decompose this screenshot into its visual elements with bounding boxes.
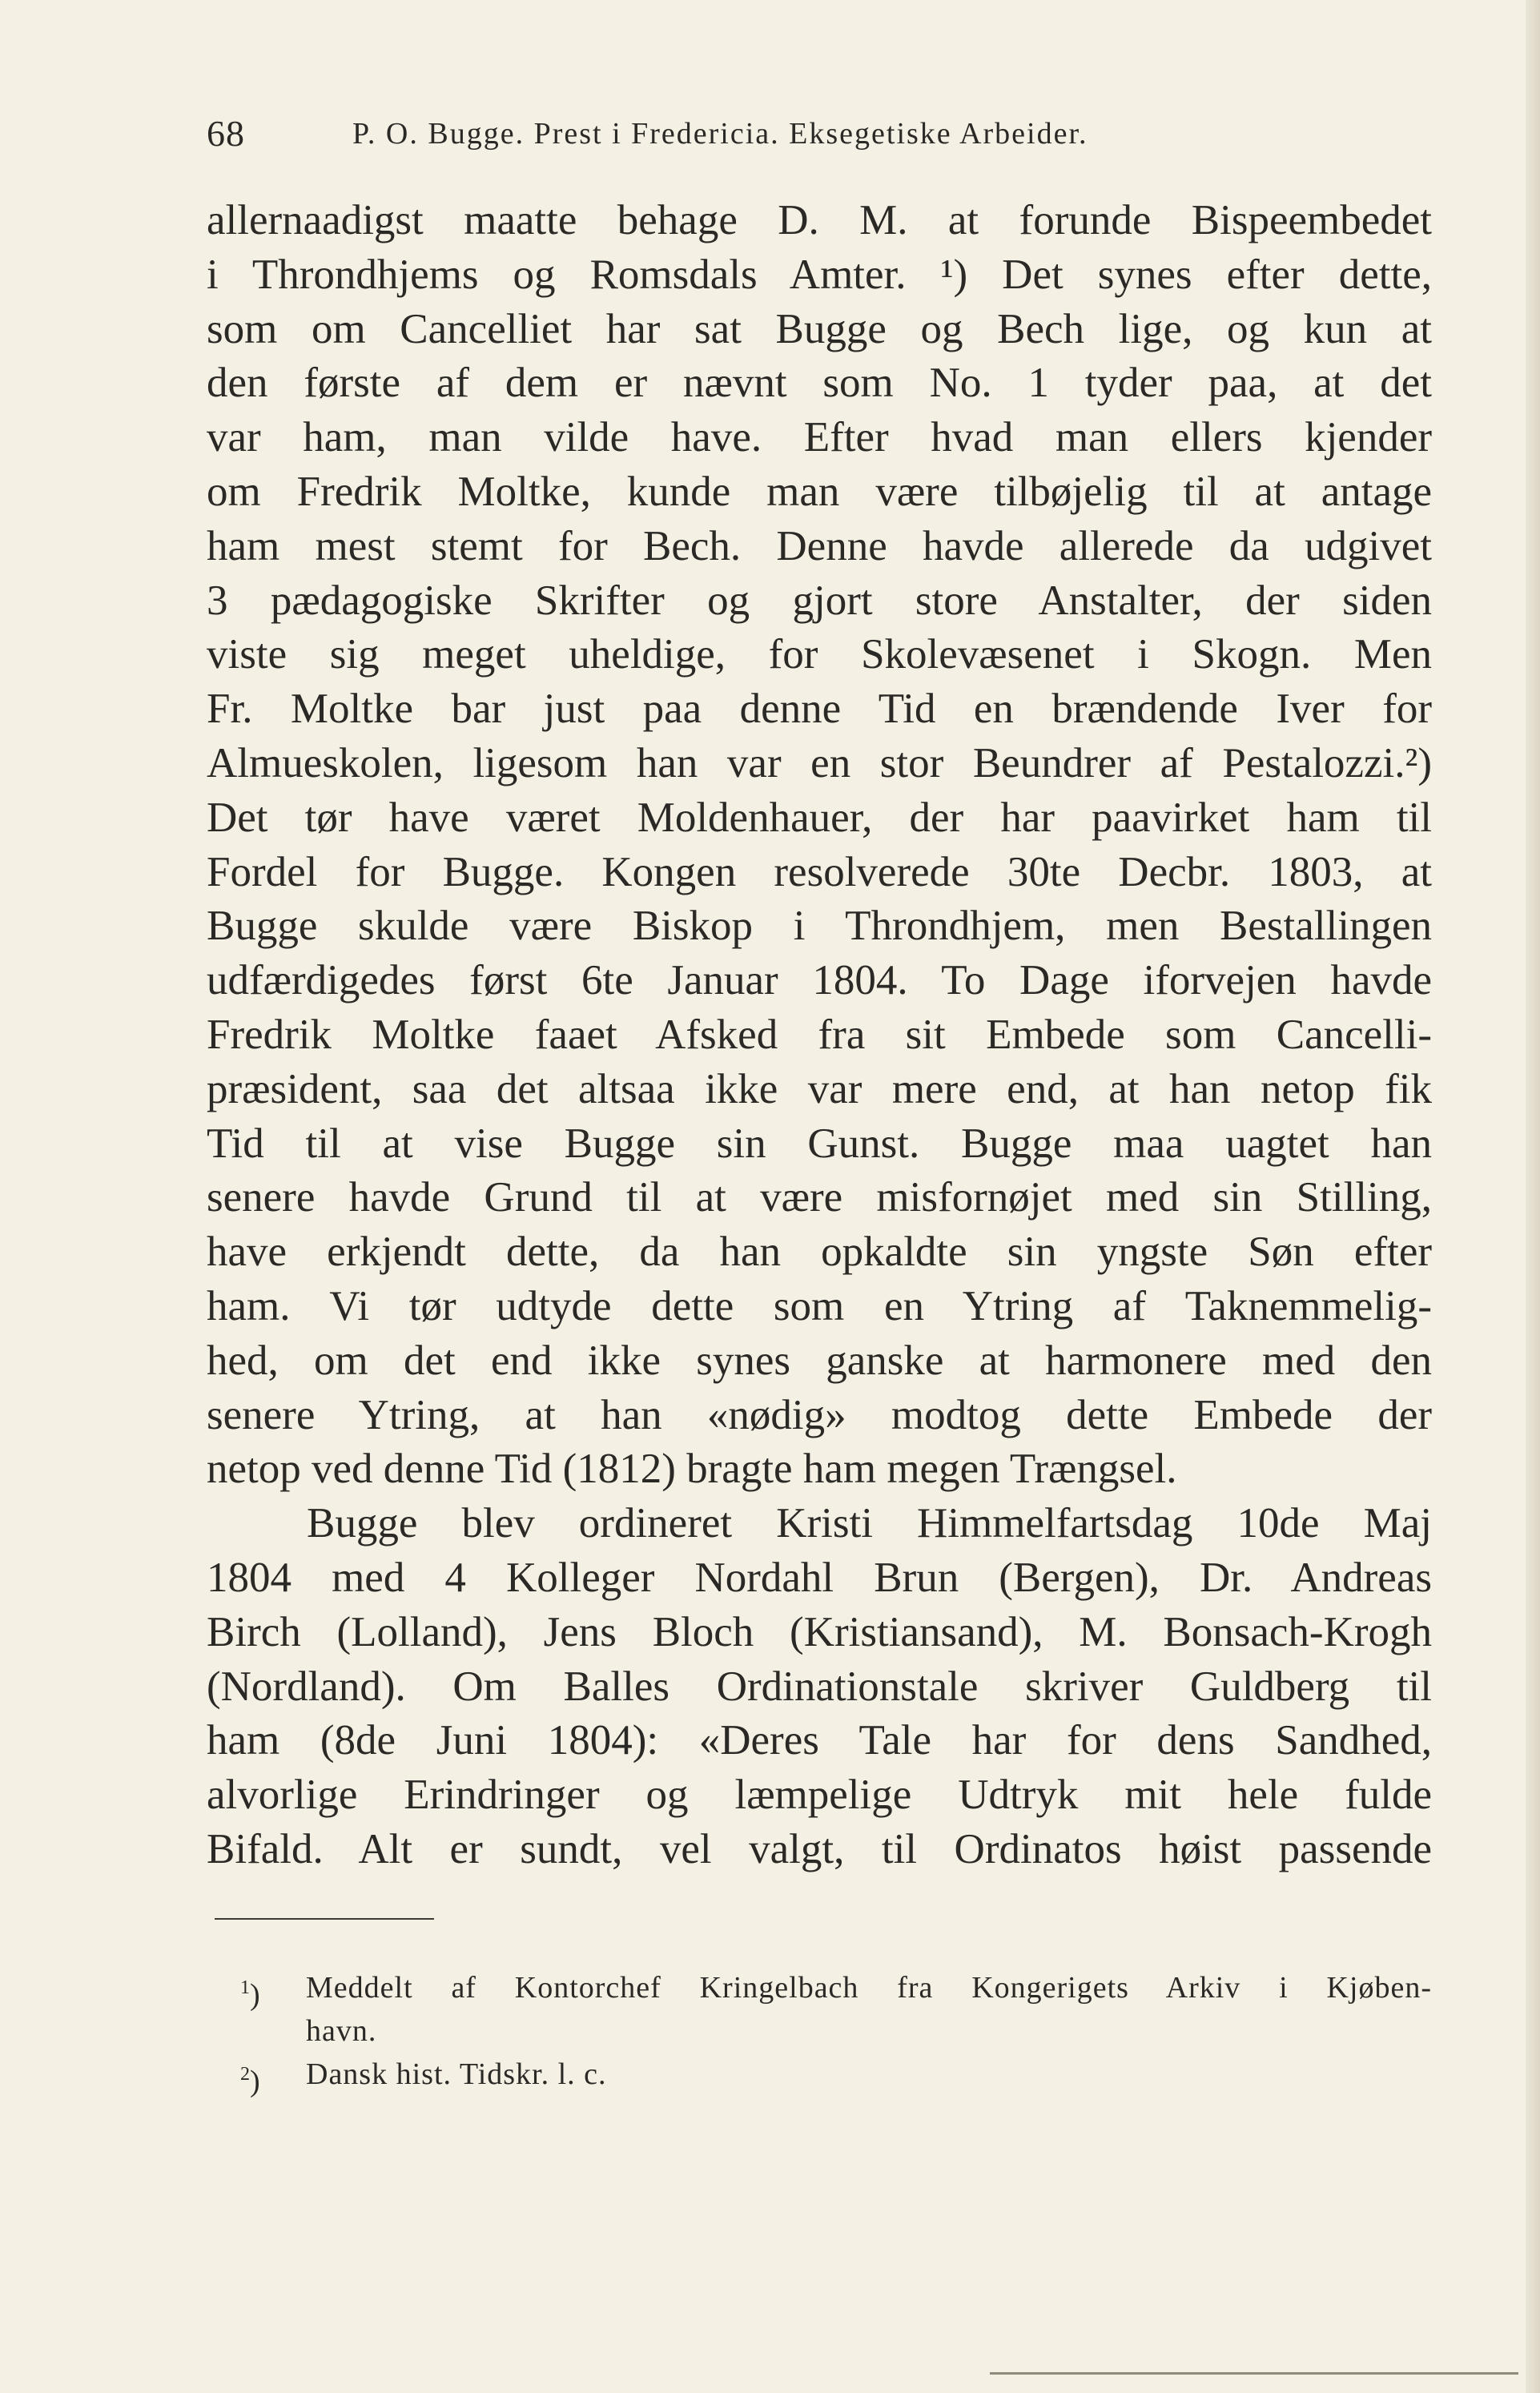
text-line: 1804 med 4 Kolleger Nordahl Brun (Bergen), Dr. Andreas (207, 1554, 1432, 1601)
text-line: i Throndhjems og Romsdals Amter. ¹) Det synes efter dette, (207, 251, 1432, 298)
text-line: senere havde Grund til at være misfornøjet med sin Stilling, (207, 1174, 1432, 1221)
text-line: Almueskolen, ligesom han var en stor Beundrer af Pestalozzi.²) (207, 739, 1432, 786)
text-line: ham (8de Juni 1804): «Deres Tale har for dens Sandhed, (207, 1717, 1432, 1764)
footnote-marker: $^2$) (240, 2064, 260, 2098)
text-line: Det tør have været Moldenhauer, der har paavirket ham til (207, 794, 1432, 841)
text-line: have erkjendt dette, da han opkaldte sin yngste Søn efter (207, 1229, 1432, 1276)
text-line: ham mest stemt for Bech. Denne havde allerede da udgivet (207, 522, 1432, 569)
text-line: Birch (Lolland), Jens Bloch (Kristiansand), M. Bonsach-Krogh (207, 1608, 1432, 1655)
footnotes (240, 1966, 1432, 2096)
text-line: Fr. Moltke bar just paa denne Tid en brændende Iver for (207, 686, 1432, 733)
text-line: den første af dem er nævnt som No. 1 tyder paa, at det (207, 360, 1432, 407)
footnote-1-continuation (240, 2009, 1432, 2053)
text-line: Bugge skulde være Biskop i Throndhjem, men Bestallingen (207, 903, 1432, 950)
footnote-text: Dansk hist. Tidskr. l. c. (306, 2057, 607, 2091)
text-line: præsident, saa det altsaa ikke var mere end, at han netop fik (207, 1065, 1432, 1112)
text-line: netop ved denne Tid (1812) bragte ham megen Trængsel. (207, 1446, 1177, 1493)
body-text (207, 194, 1432, 1877)
footnote-1 (240, 1966, 1432, 2012)
text-line: allernaadigst maatte behage D. M. at forunde Bispeembedet (207, 197, 1432, 243)
paragraph-start-line: Bugge blev ordineret Kristi Himmelfartsdag 10de Maj (307, 1500, 1432, 1547)
page-number: 68 (207, 113, 245, 154)
footnote-text: havn. (306, 2014, 377, 2048)
text-line: som om Cancelliet har sat Bugge og Bech lige, og kun at (207, 305, 1432, 352)
footnote-text: Meddelt af Kontorchef Kringelbach fra Kongerigets Arkiv i Kjøben- (306, 1971, 1432, 2005)
text-line: ham. Vi tør udtyde dette som en Ytring af Taknemmelig- (207, 1282, 1432, 1329)
running-title: P. O. Bugge. Prest i Fredericia. Eksegetiske Arbeider. (352, 117, 1088, 151)
page-header (207, 106, 1328, 162)
text-line: senere Ytring, at han «nødig» modtog dette Embede der (207, 1391, 1432, 1438)
text-line: Fredrik Moltke faaet Afsked fra sit Embede som Cancelli- (207, 1011, 1432, 1058)
footnote-2 (240, 2053, 1432, 2096)
scan-edge-line (990, 2372, 1518, 2375)
text-line: viste sig meget uheldige, for Skolevæsenet i Skogn. Men (207, 631, 1432, 678)
text-line: Bifald. Alt er sundt, vel valgt, til Ordinatos høist passende (207, 1825, 1432, 1872)
text-line: (Nordland). Om Balles Ordinationstale skriver Guldberg til (207, 1663, 1432, 1710)
text-line: udfærdigedes først 6te Januar 1804. To Dage iforvejen havde (207, 957, 1432, 1004)
text-line: Tid til at vise Bugge sin Gunst. Bugge maa uagtet han (207, 1120, 1432, 1167)
footnote-marker: $^1$) (240, 1977, 260, 2012)
page-edge-shadow (1526, 0, 1540, 2393)
text-line: 3 pædagogiske Skrifter og gjort store Anstalter, der siden (207, 577, 1432, 624)
text-line: Fordel for Bugge. Kongen resolverede 30te Decbr. 1803, at (207, 848, 1432, 895)
footnote-separator-rule (215, 1918, 434, 1920)
text-line: om Fredrik Moltke, kunde man være tilbøjelig til at antage (207, 468, 1432, 515)
text-line: alvorlige Erindringer og læmpelige Udtryk mit hele fulde (207, 1772, 1432, 1819)
text-line: var ham, man vilde have. Efter hvad man ellers kjender (207, 414, 1432, 461)
text-line: hed, om det end ikke synes ganske at harmonere med den (207, 1337, 1432, 1384)
